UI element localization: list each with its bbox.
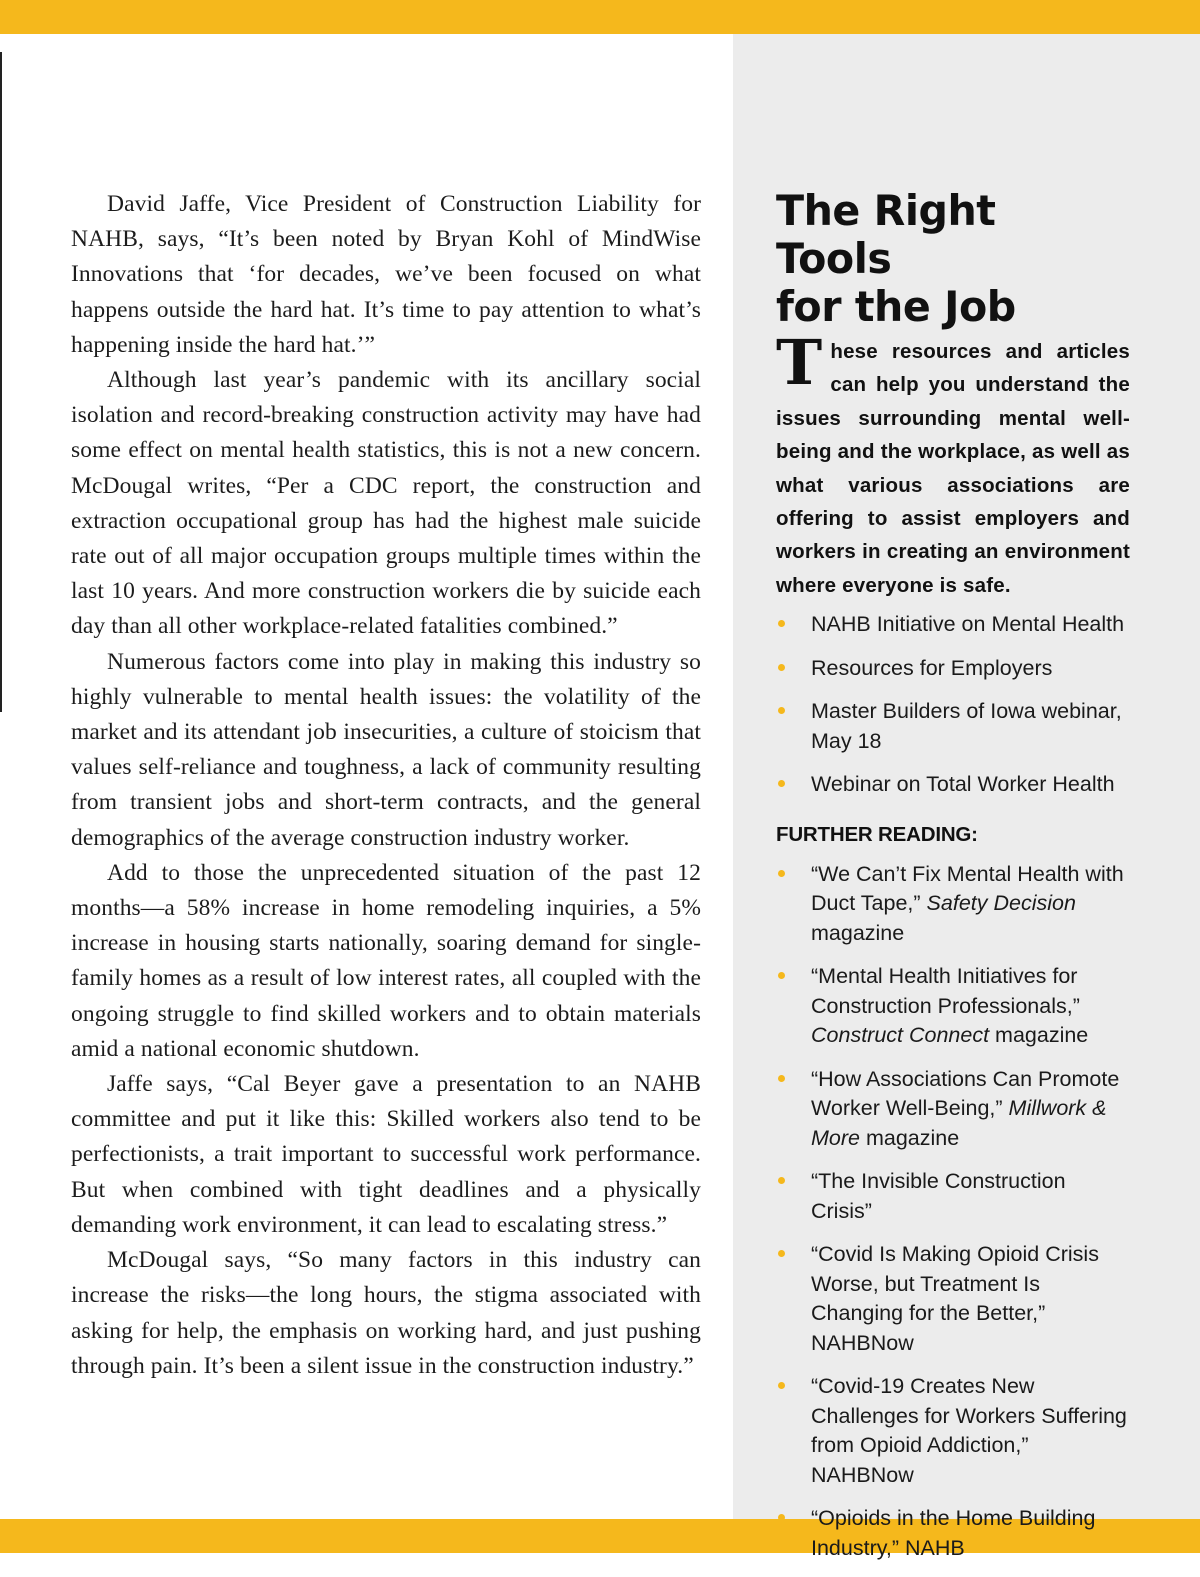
left-edge-rule xyxy=(0,52,2,712)
bullet-icon xyxy=(778,1382,785,1389)
sidebar-title xyxy=(776,187,1123,331)
bullet-icon xyxy=(778,780,785,787)
bullet-icon xyxy=(778,870,785,877)
reading-link-duct-tape[interactable]: “We Can’t Fix Mental Health with Duct Tape,” Safety Decision magazine xyxy=(776,860,1130,949)
resource-link-mental-health-initiative[interactable]: NAHB Initiative on Mental Health xyxy=(776,610,1130,640)
article-paragraph: Add to those the unprecedented situation of the past 12 months—a 58% increase in home remodeling inquiries, a 5% increase in housing starts nationally, soaring demand for single-family homes as a result of low interest rates, all coupled with the ongoing struggle to find skilled workers and to obtain materials amid a national economic shutdown. xyxy=(71,859,701,1062)
reading-link-opioid-crisis[interactable]: “Covid Is Making Opioid Crisis Worse, but Treatment Is Changing for the Better,” NAHBNow xyxy=(776,1240,1130,1358)
further-reading-list xyxy=(776,860,1130,1564)
sidebar-title-line1: The Right Tools xyxy=(776,186,996,283)
article-body xyxy=(71,187,701,1384)
bullet-icon xyxy=(778,620,785,627)
reading-link-covid-challenges[interactable]: “Covid-19 Creates New Challenges for Workers Suffering from Opioid Addiction,” NAHBNow xyxy=(776,1372,1130,1490)
resource-link-employers[interactable]: Resources for Employers xyxy=(776,654,1130,684)
sidebar-intro xyxy=(776,326,1130,602)
reading-link-opioids-home-building[interactable]: “Opioids in the Home Building Industry,” NAHB xyxy=(776,1504,1130,1563)
bullet-icon xyxy=(778,1177,785,1184)
resource-link-total-worker-health[interactable]: Webinar on Total Worker Health xyxy=(776,770,1130,800)
article-paragraph: McDougal says, “So many factors in this industry can increase the risks—the long hours, the stigma associated with asking for help, the emphasis on working hard, and just pushing through pain. It’s been a silent issue in the construction industry.” xyxy=(71,1247,701,1379)
resource-list xyxy=(776,610,1130,800)
bullet-icon xyxy=(778,1250,785,1257)
sidebar-title-line2: for the Job xyxy=(776,282,1016,331)
top-accent-bar xyxy=(0,0,1200,34)
article-paragraph: Numerous factors come into play in making this industry so highly vulnerable to mental health issues: the volatility of the market and its attendant job insecurities, a culture of stoicism that values self-reliance and toughness, a lack of community resulting from transient jobs and short-term contracts, and the general demographics of the average construction industry worker. xyxy=(71,648,701,851)
resource-link-iowa-webinar[interactable]: Master Builders of Iowa webinar, May 18 xyxy=(776,697,1130,756)
further-reading-heading: FURTHER READING: xyxy=(776,822,978,846)
sidebar-intro-text: hese resources and articles can help you understand the issues surrounding mental well-being and the workplace, as well as what various associations are offering to assist employers and workers in creating an environment where everyone is safe. xyxy=(776,340,1130,597)
bullet-icon xyxy=(778,664,785,671)
resources-sidebar xyxy=(776,187,1130,1577)
bullet-icon xyxy=(778,1075,785,1082)
article-paragraph: Jaffe says, “Cal Beyer gave a presentation to an NAHB committee and put it like this: Skilled workers also tend to be perfectionists, a trait important to successful work performance. But when combined with tight deadlines and a physically demanding work environment, it can lead to escalating stress.” xyxy=(71,1071,701,1238)
article-paragraph: David Jaffe, Vice President of Construction Liability for NAHB, says, “It’s been noted by Bryan Kohl of MindWise Innovations that ‘for decades, we’ve been focused on what happens outside the hard hat. It’s time to pay attention to what’s happening inside the hard hat.’” xyxy=(71,191,701,358)
drop-cap: T xyxy=(776,326,823,399)
bullet-icon xyxy=(778,707,785,714)
reading-link-initiatives[interactable]: “Mental Health Initiatives for Construction Professionals,” Construct Connect magazine xyxy=(776,962,1130,1051)
reading-link-associations[interactable]: “How Associations Can Promote Worker Well-Being,” Millwork & More magazine xyxy=(776,1065,1130,1154)
article-paragraph: Although last year’s pandemic with its ancillary social isolation and record-breaking construction activity may have had some effect on mental health statistics, this is not a new concern. McDougal writes, “Per a CDC report, the construction and extraction occupational group has had the highest male suicide rate out of all major occupation groups multiple times within the last 10 years. And more construction workers die by suicide each day than all other workplace-related fatalities combined.” xyxy=(71,367,701,640)
reading-link-invisible-crisis[interactable]: “The Invisible Construction Crisis” xyxy=(776,1167,1130,1226)
bullet-icon xyxy=(778,972,785,979)
bullet-icon xyxy=(778,1514,785,1521)
